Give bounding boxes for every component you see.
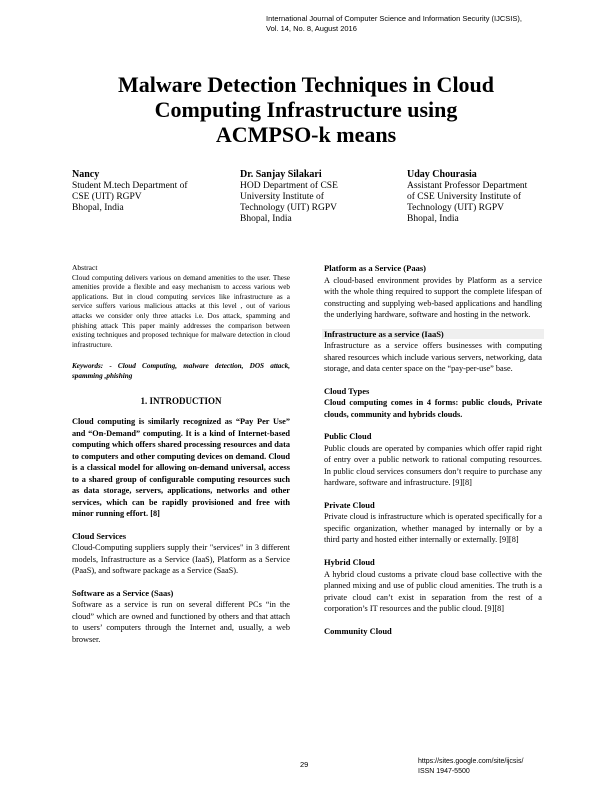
- private-cloud-heading: Private Cloud: [324, 499, 375, 510]
- public-cloud-heading: Public Cloud: [324, 431, 372, 442]
- saas-body: Software as a service is run on several different PCs “in the cloud” which are owned and functioned by others and that attach to users’ computers through the Internet and, usually, a web browser.: [72, 600, 290, 644]
- author-affiliation: University Institute of: [240, 192, 324, 202]
- author-location: Bhopal, India: [407, 214, 459, 224]
- introduction-heading: 1. INTRODUCTION: [140, 395, 222, 406]
- author-affiliation: Technology (UIT) RGPV: [407, 203, 504, 213]
- journal-name: International Journal of Computer Science and Information Security (IJCSIS),: [266, 14, 522, 23]
- paas-heading: Platform as a Service (Paas): [324, 263, 426, 273]
- hybrid-cloud-body: A hybrid cloud customs a private cloud base collective with the planned mixing and use of public cloud amenities. The truth is a private cloud can’t exist in separation from the rest of a corporation’s IT resources and the public cloud. [9][8]: [324, 569, 542, 614]
- paas-body: A cloud-based environment provides by Platform as a service with the whole thing required to support the complete lifespan of constructing and supplying web-based applications and handling the underlying hardware, software and hosting in the network.: [324, 275, 542, 320]
- abstract-body: Cloud computing delivers various on demand amenities to the user. These amenities provide a flexible and easy mechanism to access various web applications. But in cloud computing services like infrastructure as a service suffers various malicious attacks at this level , out of various attacks we consider only three attacks i.e. Dos attack, spamming and phishing attack This paper mainly addresses the comparison between existing techniques and proposed technique for malware detection in cloud infrastructure.: [72, 273, 290, 349]
- cloud-services-heading: Cloud Services: [72, 530, 127, 541]
- right-column: [324, 263, 542, 637]
- author-affiliation: Student M.tech Department of: [72, 181, 188, 191]
- author-location: Bhopal, India: [240, 214, 292, 224]
- issn: ISSN 1947-5500: [418, 767, 470, 775]
- cloud-services-body: Cloud-Computing suppliers supply their "services" in 3 different models, Infrastructure as a Service (IaaS), Platform as a Service (PaaS), and software package as a Service (SaaS).: [72, 543, 290, 576]
- author-3: [407, 169, 527, 225]
- paper-title: [60, 72, 552, 147]
- community-cloud-heading: Community Cloud: [324, 625, 392, 636]
- author-name: Uday Chourasia: [407, 169, 477, 180]
- author-affiliation: Technology (UIT) RGPV: [240, 203, 337, 213]
- public-cloud-body: Public clouds are operated by companies which offer rapid right of entry over a public network to rational computing resources. In public cloud services consumers don’t require to purchase any hardware, software and infrastructure. [9][8]: [324, 443, 542, 488]
- introduction-body: Cloud computing is similarly recognized as “Pay Per Use” and “On-Demand” computing. It is a kind of Internet-based computing which offers shared processing resources and data to computers and other computing devices on demand. Cloud is a classical model for allowing on-demand universal, access to a shared group of configurable computing resources such as data storage, servers, applications, networks and other services, which can be rapidly provisioned and free with minor running effort. [8]: [72, 417, 290, 519]
- footer-info: [418, 757, 568, 776]
- cloud-types-body: Cloud computing comes in 4 forms: public clouds, Private clouds, community and hybrids clouds.: [324, 398, 542, 419]
- iaas-body: Infrastructure as a service offers businesses with computing shared resources which include various servers, networking, data storage, and data center space on the “pay-per-use” base.: [324, 341, 542, 374]
- author-1: [72, 169, 188, 214]
- journal-header: [266, 14, 556, 34]
- journal-volume: Vol. 14, No. 8, August 2016: [266, 24, 357, 33]
- hybrid-cloud-heading: Hybrid Cloud: [324, 556, 375, 567]
- title-line-2: Computing Infrastructure using: [154, 97, 458, 122]
- left-column: [72, 263, 290, 645]
- author-affiliation: HOD Department of CSE: [240, 181, 338, 191]
- cloud-types-heading: Cloud Types: [324, 385, 370, 396]
- page-number: 29: [300, 760, 309, 769]
- author-affiliation: Assistant Professor Department: [407, 181, 528, 191]
- title-line-3: ACMPSO-k means: [215, 122, 397, 147]
- iaas-heading: Infrastructure as a service (IaaS): [324, 328, 444, 339]
- journal-url: https://sites.google.com/site/ijcsis/: [418, 758, 524, 765]
- saas-heading: Software as a Service (Saas): [72, 587, 174, 598]
- title-line-1: Malware Detection Techniques in Cloud: [117, 72, 495, 97]
- author-location: Bhopal, India: [72, 203, 124, 213]
- author-affiliation: of CSE University Institute of: [407, 192, 521, 202]
- keywords: Keywords: - Cloud Computing, malware detection, DOS attack, spamming ,phishing: [72, 362, 290, 380]
- author-name: Nancy: [72, 169, 100, 180]
- private-cloud-body: Private cloud is infrastructure which is operated specifically for a specific organization, whether managed by internally or by a third party and hosted either internally or externally. [9][8]: [324, 512, 542, 545]
- author-affiliation: CSE (UIT) RGPV: [72, 192, 142, 202]
- iaas-section: [322, 329, 544, 340]
- author-2: [240, 169, 338, 225]
- author-name: Dr. Sanjay Silakari: [240, 169, 322, 180]
- abstract-heading: Abstract: [72, 263, 98, 272]
